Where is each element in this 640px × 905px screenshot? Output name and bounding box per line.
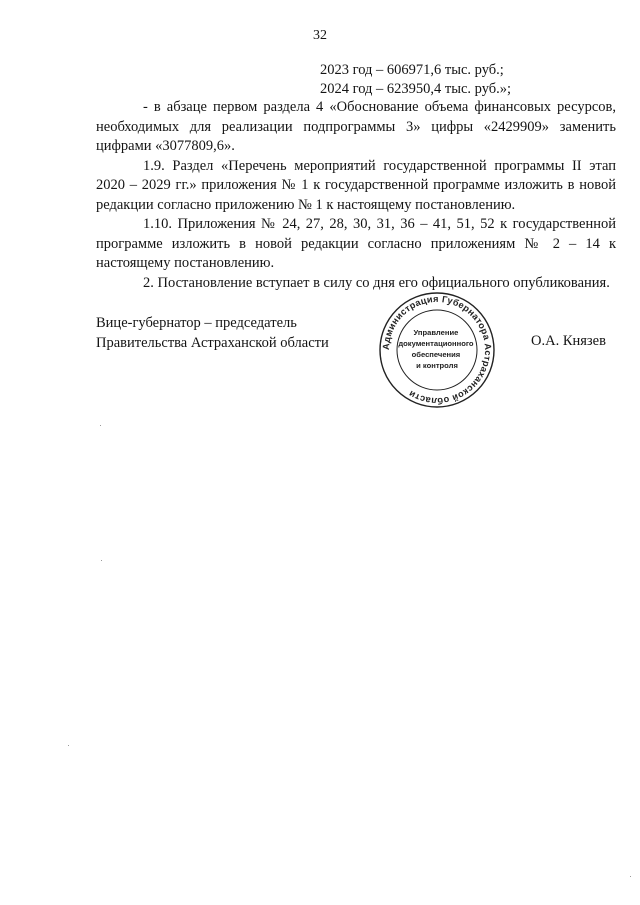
paragraph-1-9: 1.9. Раздел «Перечень мероприятий государственной программы II этап 2020 – 2029 гг.» приложения № 1 к государственной программе изложить в новой редакции согласно приложению № 1 к настоящему постановлению.: [96, 157, 616, 213]
signatory-position-line-1: Вице-губернатор – председатель: [96, 315, 297, 331]
paragraph-2-effective-date: 2. Постановление вступает в силу со дня его официального опубликования.: [143, 274, 610, 291]
scan-speck: [68, 745, 69, 746]
scan-speck: [100, 425, 101, 426]
signatory-position: [96, 314, 329, 353]
year-line-2023: 2023 год – 606971,6 тыс. руб.;: [320, 62, 504, 78]
paragraph-1-10: 1.10. Приложения № 24, 27, 28, 30, 31, 36 – 41, 51, 52 к государственной программе изложить в новой редакции согласно приложениям № 2 – 14 к настоящему постановлению.: [96, 216, 616, 271]
signatory-position-line-2: Правительства Астраханской области: [96, 334, 329, 351]
signatory-name: О.А. Князев: [531, 333, 606, 349]
document-body: [96, 98, 616, 293]
scan-speck: [630, 876, 631, 877]
stamp-center-text: Управление документационного обеспечения и контроля: [398, 328, 474, 370]
official-seal-stamp: [377, 290, 497, 410]
stamp-ring-text: Администрация Губернатора Астраханской области: [380, 293, 494, 407]
scan-speck: [101, 560, 102, 561]
page-number: 32: [313, 28, 327, 43]
paragraph-section4-amendment: - в абзаце первом раздела 4 «Обоснование объема финансовых ресурсов, необходимых для реализации подпрограммы 3» цифры «2429909» заменить цифрами «3077809,6».: [96, 99, 616, 154]
year-line-2024: 2024 год – 623950,4 тыс. руб.»;: [320, 81, 512, 97]
